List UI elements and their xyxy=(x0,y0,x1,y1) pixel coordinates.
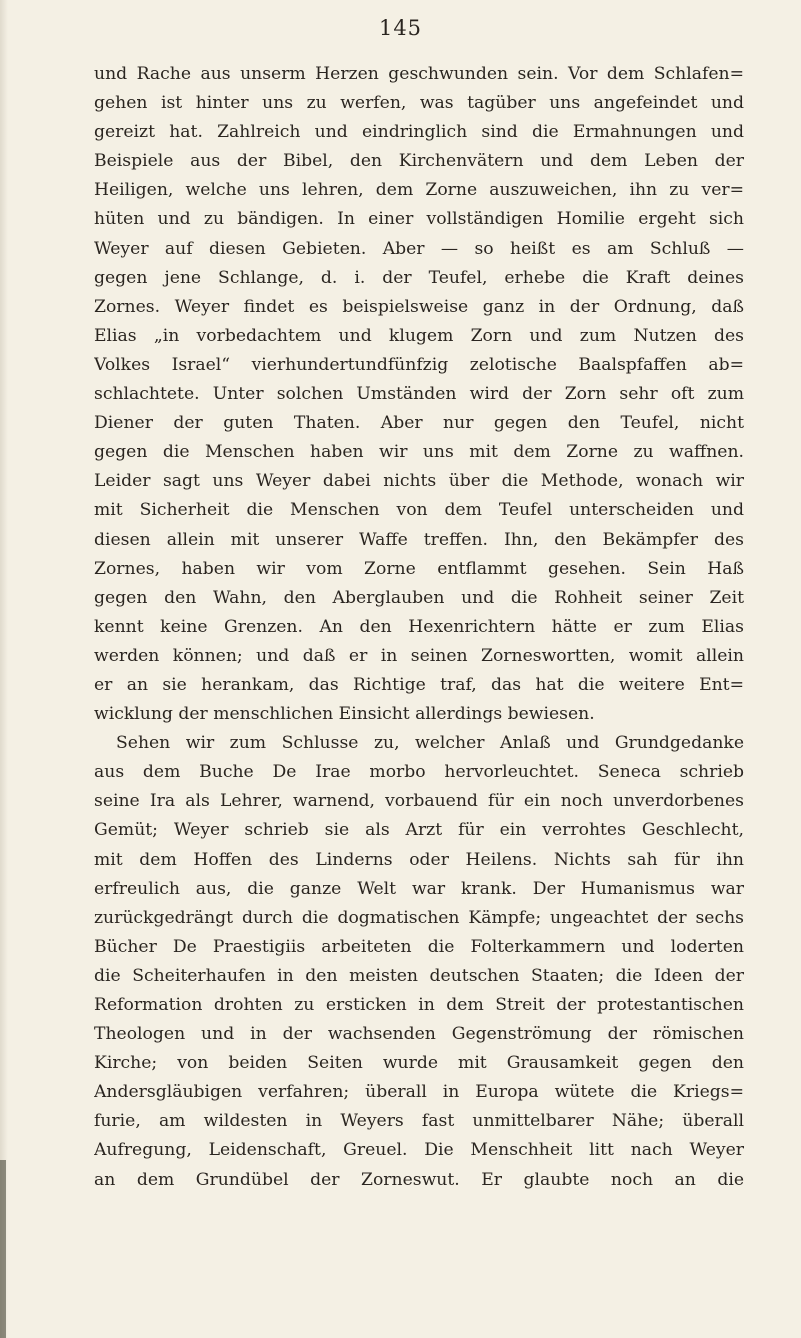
text-line: und Rache aus unserm Herzen geschwunden sein. Vor dem Schlafen= xyxy=(94,64,744,84)
text-line: Theologen und in der wachsenden Gegenströmung der römischen xyxy=(94,1024,744,1045)
text-line: Weyer auf diesen Gebieten. Aber — so heißt es am Schluß — xyxy=(94,238,744,259)
text-line: zurückgedrängt durch die dogmatischen Kämpfe; ungeachtet der sechs xyxy=(94,907,744,928)
text-line: Zornes. Weyer findet es beispielsweise ganz in der Ordnung, daß xyxy=(94,296,744,317)
text-line: Zornes, haben wir vom Zorne entflammt gesehen. Sein Haß xyxy=(94,558,744,579)
text-line: gereizt hat. Zahlreich und eindringlich sind die Ermahnungen und xyxy=(94,122,744,143)
text-line: Reformation drohten zu ersticken in dem Streit der protestantischen xyxy=(94,995,744,1015)
text-line: erfreulich aus, die ganze Welt war krank. Der Humanismus war xyxy=(94,878,744,899)
text-line: gegen den Wahn, den Aberglauben und die Rohheit seiner Zeit xyxy=(94,587,744,608)
body-text xyxy=(94,60,744,1195)
text-line: wicklung der menschlichen Einsicht allerdings bewiesen. xyxy=(94,704,595,725)
text-line: hüten und zu bändigen. In einer vollständigen Homilie ergeht sich xyxy=(94,209,744,230)
text-line: Volkes Israel“ vierhundertundfünfzig zelotische Baalspfaffen ab= xyxy=(94,354,744,375)
text-line: Bücher De Praestigiis arbeiteten die Folterkammern und loderten xyxy=(94,936,744,957)
text-line: Gemüt; Weyer schrieb sie als Arzt für ein verrohtes Geschlecht, xyxy=(94,820,744,841)
text-line: mit Sicherheit die Menschen von dem Teufel unterscheiden und xyxy=(94,500,744,521)
text-line: gehen ist hinter uns zu werfen, was tagüber uns angefeindet und xyxy=(94,93,744,114)
text-line: Sehen wir zum Schlusse zu, welcher Anlaß und Grundgedanke xyxy=(116,733,744,754)
text-line: Elias „in vorbedachtem und klugem Zorn und zum Nutzen des xyxy=(94,325,744,346)
text-line: mit dem Hoffen des Linderns oder Heilens. Nichts sah für ihn xyxy=(94,849,744,870)
text-line: werden können; und daß er in seinen Zorneswortten, womit allein xyxy=(94,645,744,666)
text-line: Kirche; von beiden Seiten wurde mit Grausamkeit gegen den xyxy=(94,1053,744,1074)
text-line: die Scheiterhaufen in den meisten deutschen Staaten; die Ideen der xyxy=(94,965,744,986)
text-line: gegen die Menschen haben wir uns mit dem Zorne zu waffnen. xyxy=(94,442,744,463)
text-line: diesen allein mit unserer Waffe treffen. Ihn, den Bekämpfer des xyxy=(94,529,744,550)
text-line: furie, am wildesten in Weyers fast unmittelbarer Nähe; überall xyxy=(94,1111,744,1132)
text-line: Leider sagt uns Weyer dabei nichts über die Methode, wonach wir xyxy=(94,471,744,492)
text-line: an dem Grundübel der Zorneswut. Er glaubte noch an die xyxy=(94,1169,744,1190)
text-line: Diener der guten Thaten. Aber nur gegen den Teufel, nicht xyxy=(94,413,744,434)
text-line: Andersgläubigen verfahren; überall in Europa wütete die Kriegs= xyxy=(94,1082,744,1103)
text-line: gegen jene Schlange, d. i. der Teufel, erhebe die Kraft deines xyxy=(94,267,744,288)
text-line: er an sie herankam, das Richtige traf, das hat die weitere Ent= xyxy=(94,674,744,695)
text-line: Aufregung, Leidenschaft, Greuel. Die Menschheit litt nach Weyer xyxy=(94,1140,744,1161)
text-line: seine Ira als Lehrer, warnend, vorbauend für ein noch unverdorbenes xyxy=(94,791,744,812)
text-line: Beispiele aus der Bibel, den Kirchenvätern und dem Leben der xyxy=(94,151,744,172)
page-edge-binding xyxy=(0,1160,6,1338)
page-number: 145 xyxy=(378,16,423,40)
text-line: Heiligen, welche uns lehren, dem Zorne auszuweichen, ihn zu ver= xyxy=(94,180,744,201)
text-line: schlachtete. Unter solchen Umständen wird der Zorn sehr oft zum xyxy=(94,384,744,405)
text-line: kennt keine Grenzen. An den Hexenrichtern hätte er zum Elias xyxy=(94,616,744,637)
page-edge-shadow xyxy=(0,0,8,1338)
text-line: aus dem Buche De Irae morbo hervorleuchtet. Seneca schrieb xyxy=(94,762,744,783)
